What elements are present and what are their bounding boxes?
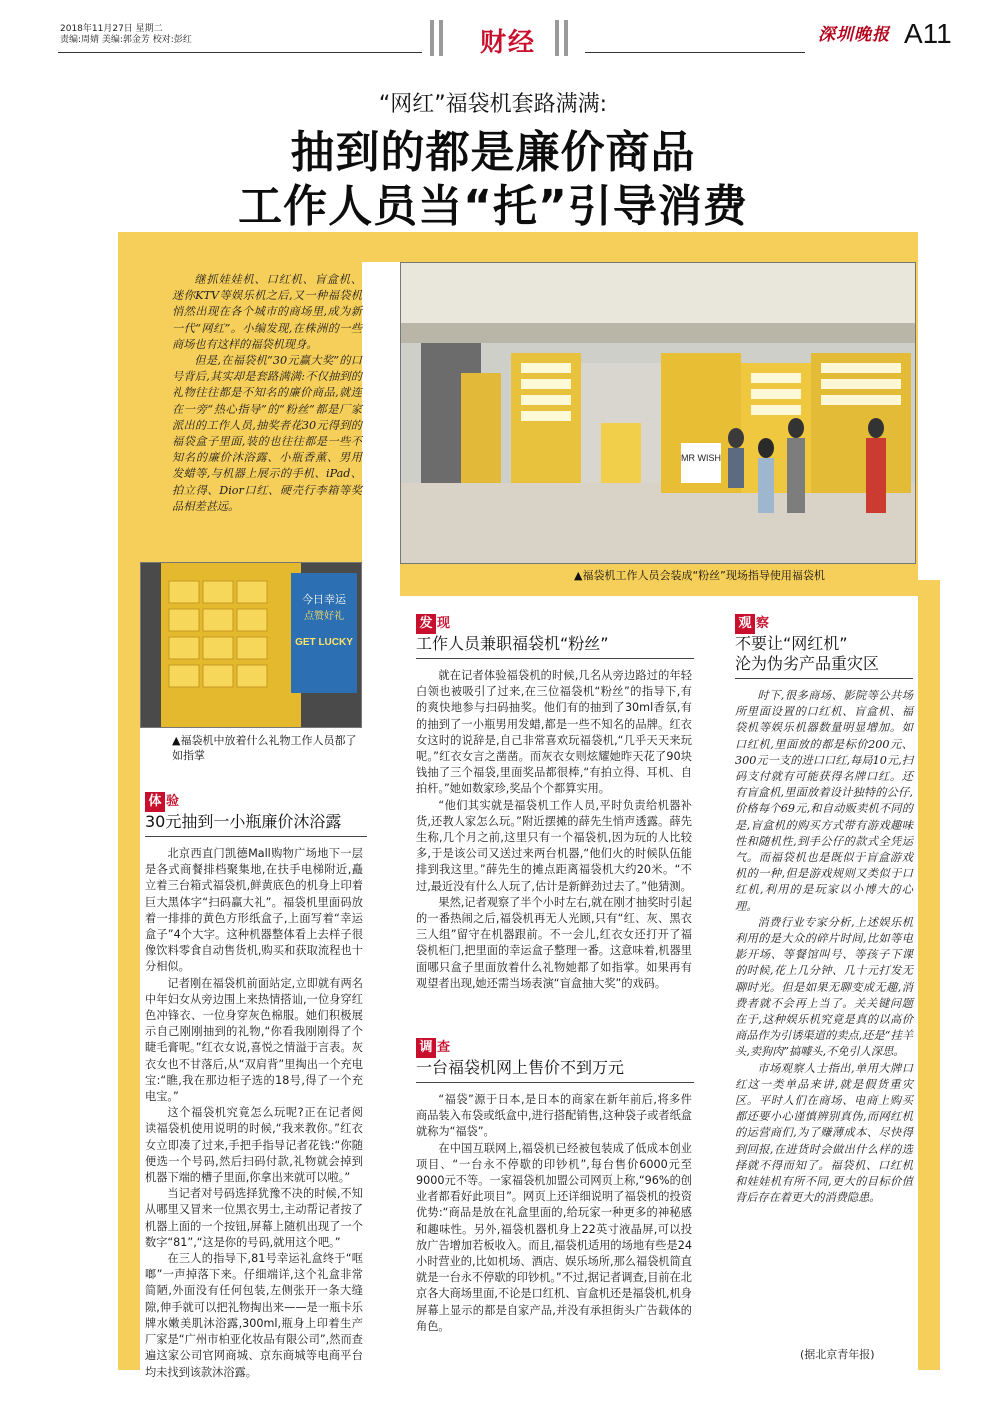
section-body-1 — [145, 846, 363, 1381]
paragraph: 就在记者体验福袋机的时候,几名从旁边路过的年轻白领也被吸引了过来,在三位福袋机“粉丝”的指导下,有的爽快地参与扫码抽奖。他们有的抽到了30ml香氛,有的抽到了一小瓶男用发蜡,都是一些不知名的品牌。红衣女这时的说辞是,自己非常喜欢玩福袋机,“几乎天天来玩呢。”红衣女言之凿凿。而灰衣女则炫耀她昨天花了90块钱抽了三个福袋,里面奖品都很棒,“有拍立得、耳机、自拍杆。”她如数家珍,奖品个个都算实用。 — [416, 669, 692, 796]
section-tag-diaocha — [416, 1036, 450, 1058]
screen-text-2: 点赞好礼 — [304, 611, 344, 622]
main-photo — [400, 262, 916, 564]
section-body-2 — [416, 668, 692, 992]
section-tag-rest: 现 — [437, 616, 451, 631]
paragraph: 当记者对号码选择犹豫不决的时候,不知从哪里又冒来一位黑衣男士,主动帮记者按了机器上面的一个按钮,屏幕上随机出现了一个数字“81”,“这是你的号码,就用这个吧。” — [145, 1187, 363, 1249]
section-title-line: 不要让“网红机” — [735, 634, 848, 653]
section-tag-box: 发 — [416, 614, 436, 634]
screen-text-1: 今日幸运 — [302, 593, 346, 606]
paragraph: 消费行业专家分析,上述娱乐机利用的是大众的碎片时间,比如等电影开场、等餐馆叫号、等孩子下课的时候,花上几分钟、几十元打发无聊时光。但是如果无聊变成无趣,消费者就不会再上当了。关关键问题在于,这种娱乐机究竟是真的以高价商品作为引诱渠道的卖点,还是“挂羊头,卖狗肉”搞噱头,不免引人深思。 — [735, 915, 913, 1059]
newspaper-logo: 深圳晚报 — [818, 25, 890, 45]
small-photo — [140, 562, 362, 728]
section-body-4 — [735, 688, 913, 1207]
section-tag-rest: 查 — [437, 1040, 451, 1055]
section-rule — [416, 1082, 694, 1083]
section-title-2: 工作人员兼职福袋机“粉丝” — [416, 634, 609, 653]
section-rule — [416, 658, 694, 659]
intro-text — [172, 272, 362, 515]
headline-main-2: 工作人员当“托”引导消费 — [238, 181, 748, 232]
section-rule — [735, 678, 913, 679]
intro-paragraph: 继抓娃娃机、口红机、盲盒机、迷你KTV等娱乐机之后,又一种福袋机悄然出现在各个城市的商场里,成为新一代“网红”。小编发现,在株洲的一些商场也有这样的福袋机现身。 — [172, 273, 362, 351]
paragraph: 果然,记者观察了半个小时左右,就在刚才抽奖时引起的一番热闹之后,福袋机再无人光顾,只有“红、灰、黑衣三人组”留守在机器跟前。不一会儿,红衣女还打开了福袋机柜门,把里面的幸运盒子整理一番。这意味着,机器里面哪只盒子里面放着什么礼物她都了如指掌。如果再有观望者出现,她还需当场表演“盲盒抽大奖”的戏码。 — [416, 895, 692, 990]
editor-credits: 责编:周婧 美编:郭金芳 校对:彭红 — [60, 35, 192, 45]
paragraph: “他们其实就是福袋机工作人员,平时负责给机器补货,还教人家怎么玩。”附近摆摊的薛先生悄声透露。薛先生称,几个月之前,这里只有一个福袋机,因为玩的人比较多,于是该公司又送过来两台机器,“他们火的时候队伍能排到我这里。”薛先生的摊点距离福袋机大约20米。“不过,最近没有什么人玩了,估计是新鲜劲过去了。”他猜测。 — [416, 798, 692, 893]
section-tag-box: 调 — [416, 1038, 436, 1058]
issue-date: 2018年11月27日 星期二 — [60, 24, 163, 34]
section-tag-tiyan — [145, 790, 179, 812]
section-title-line: 沦为伪劣产品重灾区 — [735, 654, 880, 673]
source-credit: (据北京青年报) — [800, 1348, 875, 1361]
paragraph: “福袋”源于日本,是日本的商家在新年前后,将多件商品装入布袋或纸盒中,进行搭配销售,这种袋子或者纸盒就称为“福袋”。 — [416, 1093, 692, 1139]
section-title-1: 30元抽到一小瓶廉价沐浴露 — [145, 812, 342, 831]
section-title-3: 一台福袋机网上售价不到万元 — [416, 1058, 625, 1077]
section-tag-rest: 验 — [166, 794, 180, 809]
paragraph: 北京西直门凯德Mall购物广场地下一层是各式商餐排档聚集地,在扶手电梯附近,矗立着三台箱式福袋机,鲜黄底色的机身上印着巨大黑体字“扫码赢大礼”。福袋机里面码放着一排排的黄色方形纸盒子,上面写着“幸运盒子”4个大字。这种机器整体看上去样子很像饮料零食自动售货机,购买和获取流程也十分相似。 — [145, 847, 363, 974]
section-tag-faxian — [416, 612, 450, 634]
section-name: 财经 — [480, 28, 537, 58]
main-photo-sign: MR WISH — [681, 453, 721, 463]
paragraph: 在三人的指导下,81号幸运礼盒终于“哐啷”一声掉落下来。仔细端详,这个礼盒非常简陋,外面没有任何包装,左侧张开一条大缝隙,伸手就可以把礼物掏出来——是一瓶卡乐牌水嫩美肌沐浴露,300ml,瓶身上印着生产厂家是“广州市柏亚化妆品有限公司”,然而查遍这家公司官网商城、京东商城等电商平台均未找到该款沐浴露。 — [145, 1252, 363, 1379]
intro-paragraph: 但是,在福袋机“30元赢大奖”的口号背后,其实却是套路满满:不仅抽到的礼物往往都是不知名的廉价商品,就连在一旁“热心指导”的“粉丝”都是厂家派出的工作人员,抽奖者花30元得到的福袋盒子里面,装的也往往都是一些不知名的廉价沐浴露、小瓶香薰、男用发蜡等,与机器上展示的手机、iPad、拍立得、Dior口红、硬壳行李箱等奖品相差甚远。 — [172, 354, 362, 513]
paragraph: 在中国互联网上,福袋机已经被包装成了低成本创业项目、“一台永不停歇的印钞机”,每台售价6000元至9000元不等。一家福袋机加盟公司网页上称,“96%的创业者都看好此项目”。网页上还详细说明了福袋机的投资优势:“商品是放在礼盒里面的,给玩家一种更多的神秘感和趣味性。另外,福袋机器机身上22英寸液晶屏,可以投放广告增加若板收入。而且,福袋机适用的场地有些是24小时营业的,比如机场、酒店、娱乐场所,那么福袋机简直就是一台永不停歇的印钞机。”不过,据记者调查,目前在北京各大商场里面,不论是口红机、盲盒机还是福袋机,机身屏幕上显示的都是自家产品,并没有承担街头广告载体的角色。 — [416, 1141, 692, 1333]
section-body-3 — [416, 1092, 692, 1335]
section-tag-guancha — [735, 612, 769, 634]
main-photo-caption: ▲福袋机工作人员会装成“粉丝”现场指导使用福袋机 — [574, 569, 825, 582]
small-photo-caption: ▲福袋机中放着什么礼物工作人员都了如指掌 — [172, 734, 357, 762]
small-photo-image — [141, 563, 362, 728]
section-title-4 — [735, 634, 915, 674]
paragraph: 这个福袋机究竟怎么玩呢?正在记者阅读福袋机使用说明的时候,“我来教你。”红衣女立即凑了过来,手把手指导记者花钱:“你随便选一个号码,然后扫码付款,礼物就会掉到机器下端的槽子里面,你拿出来就可以啦。” — [145, 1106, 363, 1185]
main-photo-image — [401, 263, 916, 564]
paragraph: 市场观察人士指出,单用大牌口红这一类单品来讲,就是假货重灾区。平时人们在商场、电商上购买都还要小心谨慎辨别真伪,而网红机的运营商们,为了赚薄成本、尽快得到回报,在进货时会做出什么样的选择就不得而知了。福袋机、口红机和娃娃机有所不同,更大的目标价值背后存在着更大的消费隐患。 — [735, 1061, 913, 1205]
screen-text-3: GET LUCKY — [295, 637, 353, 648]
section-tag-box: 观 — [735, 614, 755, 634]
paragraph: 记者刚在福袋机前面站定,立即就有两名中年妇女从旁边围上来热情搭讪,一位身穿红色冲锋衣、一位身穿灰色棉服。她们积极展示自己刚刚抽到的礼物,“你看我刚刚得了个睫毛膏呢。”红衣女说,喜悦之情溢于言表。灰衣女也不甘落后,从“双肩背”里掏出一个充电宝:“瞧,我在那边柜子选的18号,得了一个充电宝。” — [145, 976, 363, 1104]
headline-kicker: “网红”福袋机套路满满: — [378, 92, 608, 117]
paragraph: 时下,很多商场、影院等公共场所里面设置的口红机、盲盒机、福袋机等娱乐机器数量明显增加。如口红机,里面放的都是标价200元、300元一支的进口口红,每局10元,扫码支付就有可能获得名牌口红。还有盲盒机,里面放着设计独特的公仔,价格每个69元,和自动贩卖机不同的是,盲盒机的购买方式带有游戏趣味性和随机性,到手公仔的款式全凭运气。而福袋机也是既似于盲盒游戏机的一种,但是游戏规则又类似于口红机,利用的是玩家以小博大的心理。 — [735, 689, 913, 913]
page-number: A11 — [904, 18, 952, 49]
section-tag-rest: 察 — [756, 616, 770, 631]
section-tag-box: 体 — [145, 792, 165, 812]
headline-main-1: 抽到的都是廉价商品 — [290, 127, 696, 178]
section-rule — [145, 836, 367, 837]
